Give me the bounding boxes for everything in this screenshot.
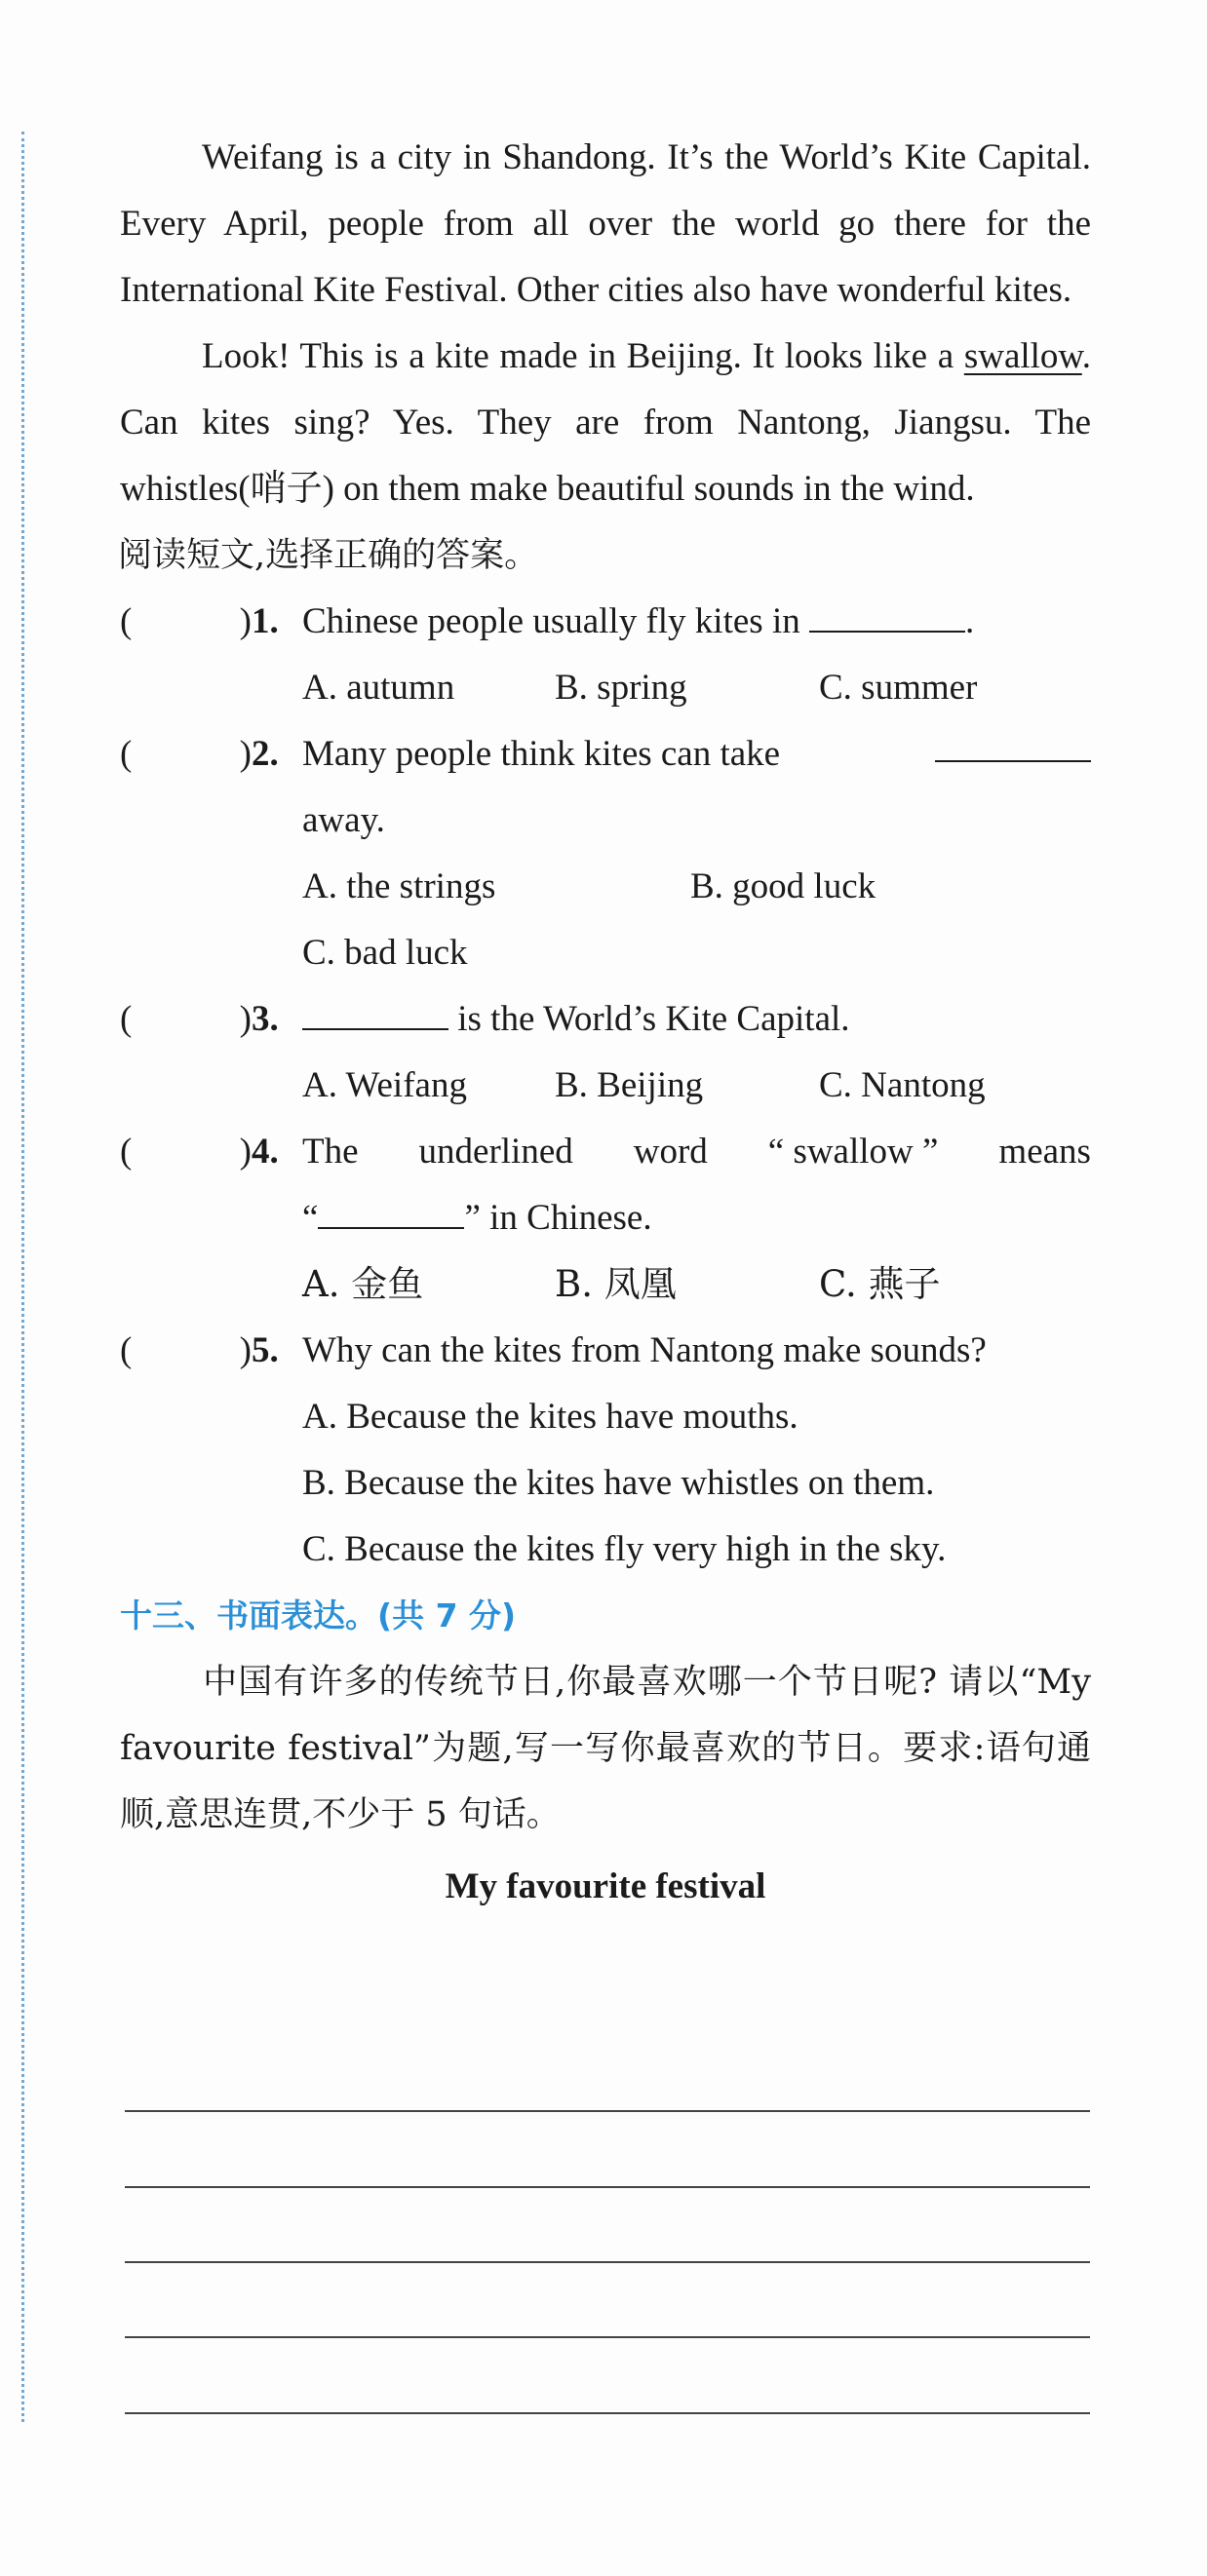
question-2-options xyxy=(120,854,1091,920)
section-13-prompt: 中国有许多的传统节日,你最喜欢哪一个节日呢? 请以“My favourite festival”为题,写一写你最喜欢的节日。要求:语句通顺,意思连贯,不少于 5 句话。 xyxy=(120,1663,1091,1834)
passage-paragraph-1: Weifang is a city in Shandong. It’s the World’s Kite Capital. Every April, people from all over the world go there for the International Kite Festival. Other cities also have wonderful kites. xyxy=(120,137,1091,310)
option-2b[interactable]: B. good luck xyxy=(690,866,876,906)
section-13-title: 十三、书面表达。(共 7 分) xyxy=(120,1596,517,1634)
blank-3[interactable] xyxy=(302,989,448,1030)
option-1a[interactable]: A. autumn xyxy=(302,668,455,708)
option-2c[interactable]: C. bad luck xyxy=(302,933,468,973)
option-1b[interactable]: B. spring xyxy=(555,668,687,708)
binding-margin-line xyxy=(21,132,24,2422)
essay-title: My favourite festival xyxy=(445,1866,766,1906)
option-1c[interactable]: C. summer xyxy=(819,668,978,708)
writing-line-2[interactable] xyxy=(125,2186,1090,2188)
answer-bracket-2[interactable]: ( ) xyxy=(120,734,252,774)
answer-bracket-5[interactable]: ( ) xyxy=(120,1330,252,1370)
writing-line-5[interactable] xyxy=(125,2412,1090,2414)
question-5: ( ) 5. Why can the kites from Nantong make sounds? xyxy=(120,1318,1091,1384)
option-4a[interactable]: A. 金鱼 xyxy=(302,1263,424,1305)
option-3a[interactable]: A. Weifang xyxy=(302,1065,467,1105)
question-1: ( ) 1. Chinese people usually fly kites in . xyxy=(120,589,1091,655)
writing-line-4[interactable] xyxy=(125,2336,1090,2338)
blank-2[interactable] xyxy=(935,721,1091,762)
underlined-word-swallow: swallow xyxy=(963,336,1082,376)
reading-instruction: 阅读短文,选择正确的答案。 xyxy=(118,536,539,575)
question-1-options xyxy=(120,655,1091,721)
question-2: ( ) 2. Many people think kites can take xyxy=(120,721,1091,788)
question-3: ( ) 3. is the World’s Kite Capital. xyxy=(120,986,1091,1053)
option-4c[interactable]: C. 燕子 xyxy=(819,1263,941,1305)
blank-1[interactable] xyxy=(809,592,965,633)
question-4: ( ) 4. The underlined word “ swallow ” means xyxy=(120,1119,1091,1185)
option-4b[interactable]: B. 凤凰 xyxy=(555,1263,677,1305)
option-3b[interactable]: B. Beijing xyxy=(555,1065,704,1105)
option-5b[interactable]: B. Because the kites have whistles on them. xyxy=(302,1463,935,1503)
answer-bracket-1[interactable]: ( ) xyxy=(120,601,252,641)
option-3c[interactable]: C. Nantong xyxy=(819,1065,986,1105)
option-5c[interactable]: C. Because the kites fly very high in the sky. xyxy=(302,1529,947,1569)
answer-bracket-3[interactable]: ( ) xyxy=(120,999,252,1039)
writing-line-1[interactable] xyxy=(125,2110,1090,2112)
worksheet-content: Weifang is a city in Shandong. It’s the World’s Kite Capital. Every April, people from all over the world go there for the International Kite Festival. Other cities also have wonderful kites. Look! This is a kite made in Beijing. It looks like a swallow. Can kites sing? Yes. They are from Nantong, Jiangsu. The whistles(哨子) on them make beautiful sounds in the wind. 阅读短文,选择正确的答案。 ( ) 1. Chinese people usually fly kites in . A. autumn B. spring C. summer ( ) 2. Many people think kites can take away. A. the strings B. good luck C. bad luck ( ) 3. is the World’s Kite Capital. A. Weifang B. Beijing C. Nantong ( ) 4. The underlined word “ swallow ” means “ ” in Chinese. A. 金鱼 B. 凤凰 C. 燕子 ( ) 5. Why can the kites from Nantong make sounds? A. Because the kites have mouths. B. Because the kites have whistles on them. C. Because the kites fly very high in the sky. 十三、书面表达。(共 7 分) 中国有许多的传统节日,你最喜欢哪一个节日呢? 请以“My favourite festival”为题,写一写你最喜欢的节日。要求:语句通顺,意思连贯,不少于 5 句话。 My favourite festival xyxy=(120,125,1091,1920)
question-4-options xyxy=(120,1251,1091,1318)
option-5a[interactable]: A. Because the kites have mouths. xyxy=(302,1397,798,1437)
question-3-options xyxy=(120,1053,1091,1119)
answer-bracket-4[interactable]: ( ) xyxy=(120,1132,252,1172)
writing-line-3[interactable] xyxy=(125,2261,1090,2263)
passage-paragraph-2: Look! This is a kite made in Beijing. It looks like a swallow. Can kites sing? Yes. They are from Nantong, Jiangsu. The whistles(哨子) on them make beautiful sounds in the wind. xyxy=(120,336,1091,509)
option-2a[interactable]: A. the strings xyxy=(302,866,496,906)
blank-4[interactable] xyxy=(318,1188,464,1229)
